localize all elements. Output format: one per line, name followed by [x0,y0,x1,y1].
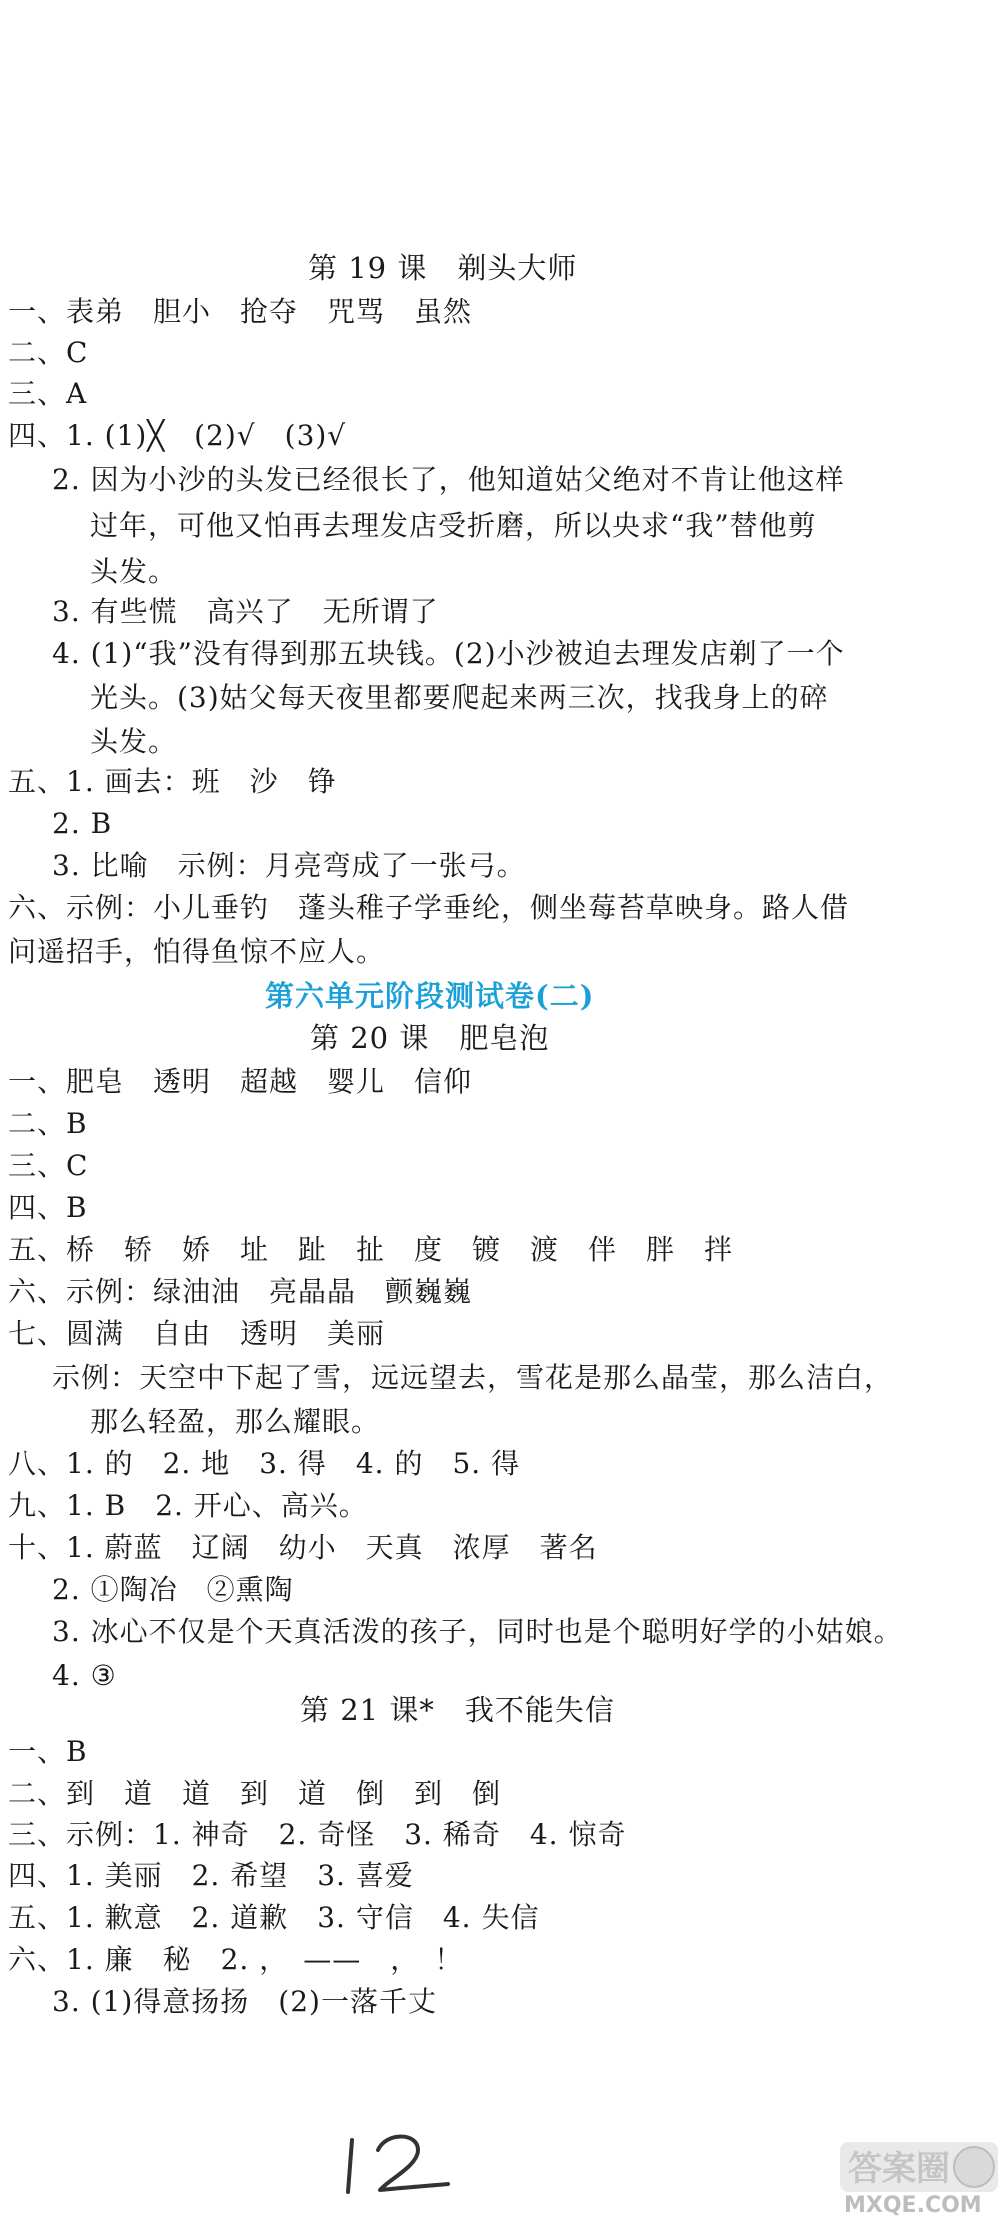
answer-line: 2. 因为小沙的头发已经很长了，他知道姑父绝对不肯让他这样 [52,463,845,496]
answer-line: 光头。(3)姑父每天夜里都要爬起来两三次，找我身上的碎 [90,681,829,714]
answer-line: 六、示例：绿油油 亮晶晶 颤巍巍 [8,1275,473,1308]
answer-line: 4. ③ [52,1659,117,1692]
answer-line: 头发。 [90,725,178,758]
answer-line: 问遥招手，怕得鱼惊不应人。 [8,935,386,968]
answer-line: 四、1. 美丽 2. 希望 3. 喜爱 [8,1859,414,1892]
answer-line: 过年，可他又怕再去理发店受折磨，所以央求“我”替他剪 [90,509,817,542]
answer-line: 一、表弟 胆小 抢夺 咒骂 虽然 [8,295,473,328]
answer-line: 三、A [8,377,88,410]
answer-line: 2. ①陶冶 ②熏陶 [52,1573,294,1606]
answer-line: 十、1. 蔚蓝 辽阔 幼小 天真 浓厚 著名 [8,1531,598,1564]
unit-test-title: 第六单元阶段测试卷(二) [265,979,595,1013]
lesson-20-title: 第 20 课 肥皂泡 [310,1021,550,1055]
answer-line: 二、到 道 道 到 道 倒 到 倒 [8,1777,502,1810]
answer-line: 四、1. (1)╳ (2)√ (3)√ [8,419,347,452]
answer-line: 一、B [8,1735,88,1768]
answer-line: 头发。 [90,555,178,588]
answer-line: 一、肥皂 透明 超越 婴儿 信仰 [8,1065,473,1098]
answer-line: 4. (1)“我”没有得到那五块钱。(2)小沙被迫去理发店剃了一个 [52,637,845,670]
handwritten-page-number [340,2120,460,2200]
answer-line: 五、桥 轿 娇 址 趾 扯 度 镀 渡 伴 胖 拌 [8,1233,734,1266]
answer-line: 六、示例：小儿垂钓 蓬头稚子学垂纶，侧坐莓苔草映身。路人借 [8,891,850,924]
watermark-logo-text: 答案圈 [848,2149,950,2189]
answer-line: 二、B [8,1107,88,1140]
answer-line: 2. B [52,807,113,840]
answer-line: 3. (1)得意扬扬 (2)一落千丈 [52,1985,437,2018]
answer-line: 五、1. 画去：班 沙 铮 [8,765,337,798]
answer-line: 三、示例：1. 神奇 2. 奇怪 3. 稀奇 4. 惊奇 [8,1818,627,1851]
answer-line: 七、圆满 自由 透明 美丽 [8,1317,386,1350]
answer-line: 二、C [8,336,89,369]
answer-line: 九、1. B 2. 开心、高兴。 [8,1489,368,1522]
answer-line: 3. 比喻 示例：月亮弯成了一张弓。 [52,849,526,882]
answer-line: 八、1. 的 2. 地 3. 得 4. 的 5. 得 [8,1447,521,1480]
watermark-url: MXQE.COM [844,2193,982,2216]
answer-line: 那么轻盈，那么耀眼。 [90,1405,381,1438]
answer-line: 3. 有些慌 高兴了 无所谓了 [52,595,439,628]
answer-line: 五、1. 歉意 2. 道歉 3. 守信 4. 失信 [8,1901,540,1934]
answer-line: 3. 冰心不仅是个天真活泼的孩子，同时也是个聪明好学的小姑娘。 [52,1615,903,1648]
answer-line: 六、1. 廉 秘 2. ， —— ， ！ [8,1943,464,1976]
watermark-logo [838,2140,1000,2216]
lesson-21-title: 第 21 课* 我不能失信 [300,1693,615,1727]
answer-line: 四、B [8,1191,88,1224]
answer-line: 三、C [8,1149,89,1182]
lesson-19-title: 第 19 课 剃头大师 [308,251,578,285]
answer-line: 示例：天空中下起了雪，远远望去，雪花是那么晶莹，那么洁白， [52,1361,894,1394]
